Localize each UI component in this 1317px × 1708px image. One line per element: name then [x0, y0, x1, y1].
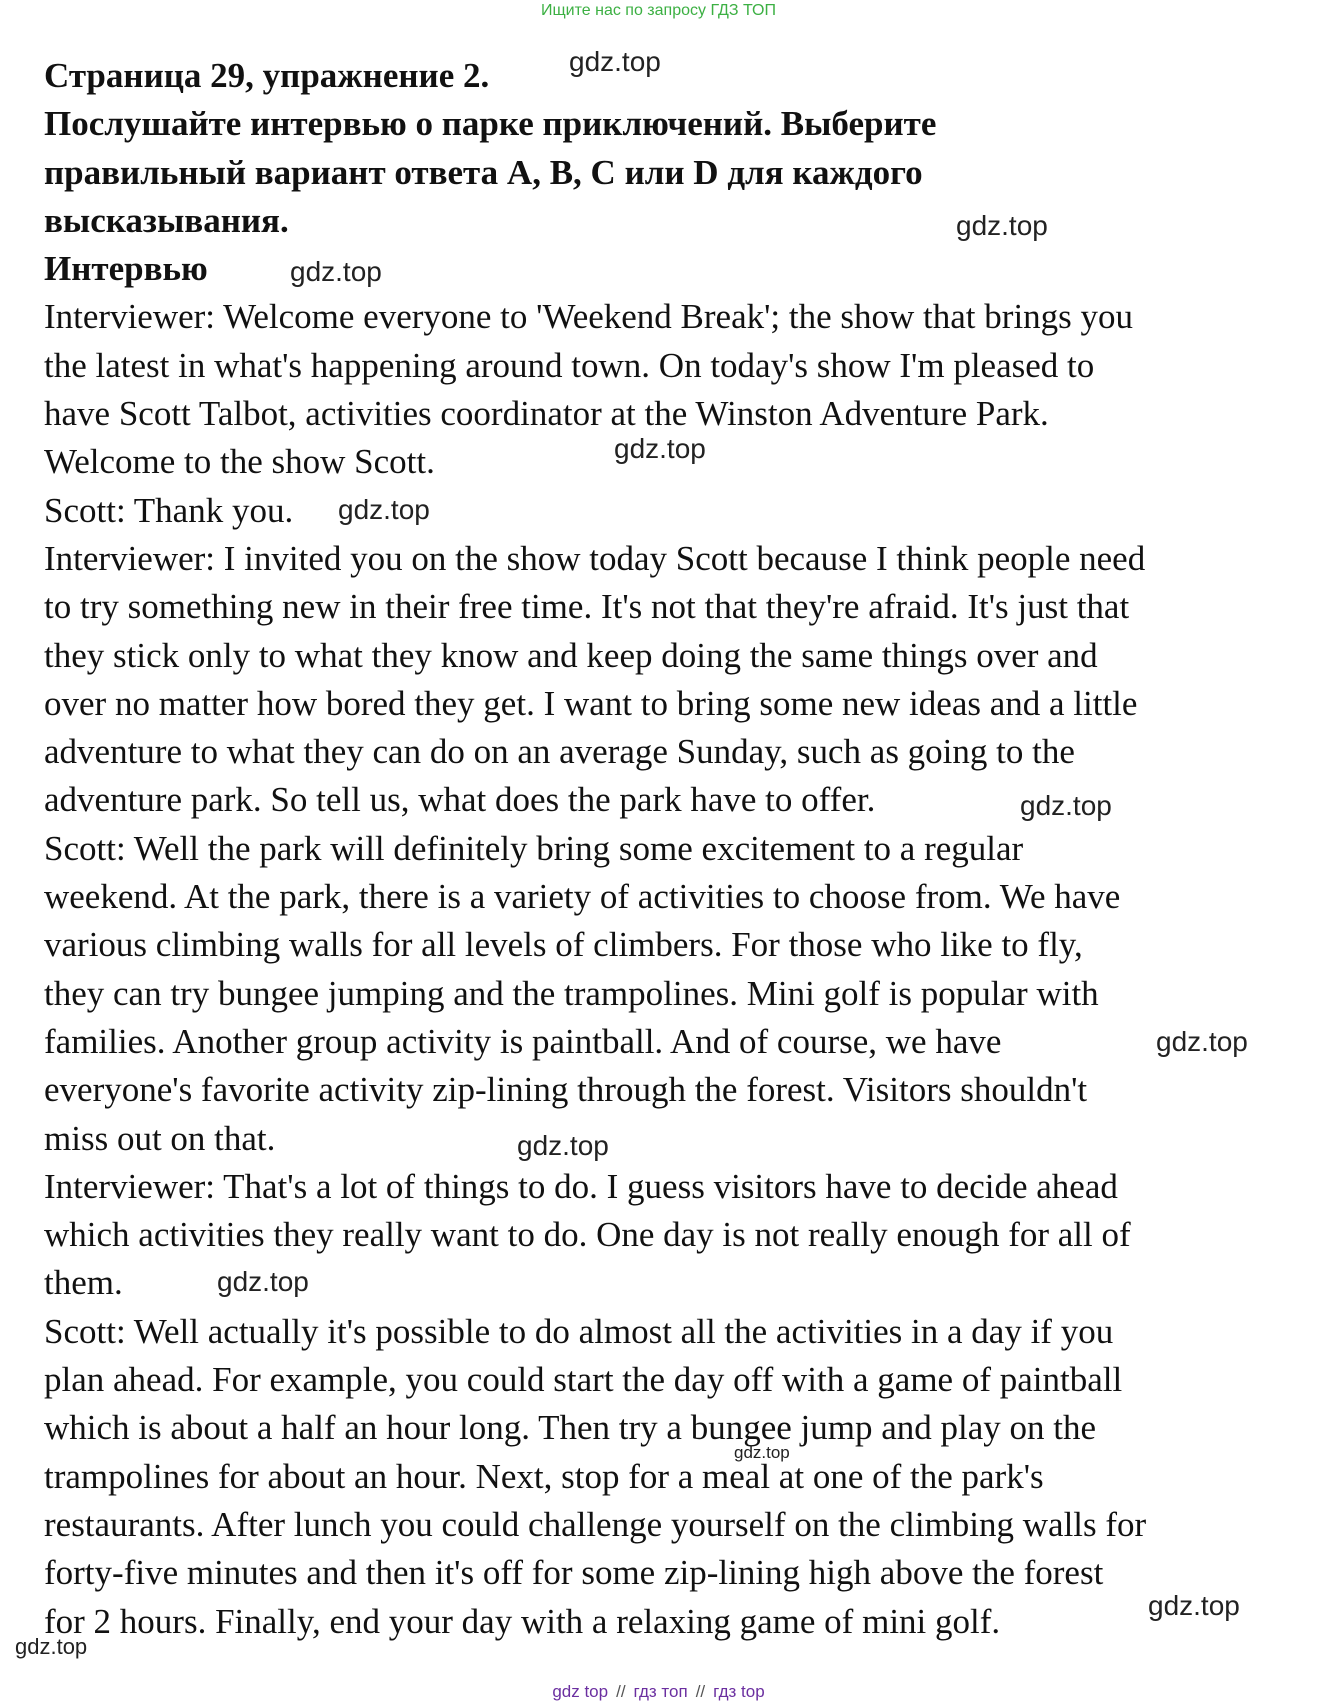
watermark: gdz.top	[956, 210, 1048, 241]
top-banner[interactable]: Ищите нас по запросу ГДЗ ТОП	[541, 2, 776, 19]
transcript-line: the latest in what's happening around town. On today's show I'm pleased to	[44, 345, 1095, 385]
transcript-line: Scott: Thank you.	[44, 490, 294, 530]
transcript-line: plan ahead. For example, you could start the day off with a game of paintball	[44, 1360, 1123, 1400]
transcript-line: various climbing walls for all levels of climbers. For those who like to fly,	[44, 925, 1083, 965]
transcript-line: miss out on that.	[44, 1118, 276, 1158]
transcript-line: Scott: Well the park will definitely bring some excitement to a regular	[44, 828, 1024, 868]
transcript-line: everyone's favorite activity zip-lining through the forest. Visitors shouldn't	[44, 1070, 1088, 1110]
exercise-instruction-line: высказывания.	[44, 200, 289, 240]
bottom-link[interactable]: gdz top	[552, 1682, 609, 1701]
bottom-link[interactable]: гдз top	[713, 1682, 765, 1701]
watermark: gdz.top	[614, 433, 706, 464]
watermark: gdz.top	[15, 1634, 88, 1659]
transcript-line: Welcome to the show Scott.	[44, 442, 435, 482]
transcript-line: for 2 hours. Finally, end your day with a relaxing game of mini golf.	[44, 1601, 1001, 1641]
exercise-instruction-line: Послушайте интервью о парке приключений. Выберите	[44, 104, 937, 144]
exercise-content	[44, 52, 1284, 1646]
watermark: gdz.top	[517, 1130, 609, 1161]
transcript-line: Interviewer: That's a lot of things to do. I guess visitors have to decide ahead	[44, 1166, 1118, 1206]
exercise-instruction-line: правильный вариант ответа A, B, C или D для каждого	[44, 152, 923, 192]
bottom-links	[0, 1681, 1317, 1703]
transcript-line: Scott: Well actually it's possible to do almost all the activities in a day if you	[44, 1311, 1114, 1351]
transcript-line: to try something new in their free time. It's not that they're afraid. It's just that	[44, 587, 1130, 627]
section-heading: Интервью	[44, 249, 208, 289]
transcript-line: they can try bungee jumping and the trampolines. Mini golf is popular with	[44, 973, 1099, 1013]
bottom-link[interactable]: гдз топ	[633, 1682, 688, 1701]
transcript-line: adventure park. So tell us, what does the park have to offer.	[44, 780, 876, 820]
transcript-line: restaurants. After lunch you could challenge yourself on the climbing walls for	[44, 1504, 1147, 1544]
transcript-line: weekend. At the park, there is a variety of activities to choose from. We have	[44, 877, 1121, 917]
watermark: gdz.top	[290, 256, 382, 287]
transcript-line: which activities they really want to do. One day is not really enough for all of	[44, 1215, 1131, 1255]
watermark: gdz.top	[338, 494, 430, 525]
transcript-line: which is about a half an hour long. Then try a bungee jump and play on the	[44, 1408, 1097, 1448]
transcript-line: they stick only to what they know and keep doing the same things over and	[44, 635, 1098, 675]
transcript-line: families. Another group activity is paintball. And of course, we have	[44, 1021, 1002, 1061]
transcript-line: Interviewer: I invited you on the show today Scott because I think people need	[44, 538, 1146, 578]
watermark: gdz.top	[734, 1443, 790, 1462]
transcript-line: Interviewer: Welcome everyone to 'Weekend Break'; the show that brings you	[44, 297, 1134, 337]
transcript-line: over no matter how bored they get. I want to bring some new ideas and a little	[44, 683, 1138, 723]
transcript-line: them.	[44, 1263, 123, 1303]
exercise-title: Страница 29, упражнение 2.	[44, 56, 490, 95]
watermark: gdz.top	[1148, 1590, 1240, 1621]
link-separator: //	[616, 1682, 626, 1701]
watermark: gdz.top	[217, 1266, 309, 1297]
transcript-line: adventure to what they can do on an average Sunday, such as going to the	[44, 732, 1075, 772]
watermark: gdz.top	[1020, 790, 1112, 821]
transcript-line: forty-five minutes and then it's off for some zip-lining high above the forest	[44, 1553, 1104, 1593]
link-separator: //	[695, 1682, 706, 1701]
watermark: gdz.top	[569, 46, 661, 77]
transcript-line: have Scott Talbot, activities coordinator at the Winston Adventure Park.	[44, 394, 1049, 434]
transcript-line: trampolines for about an hour. Next, stop for a meal at one of the park's	[44, 1456, 1044, 1496]
watermark: gdz.top	[1156, 1026, 1248, 1057]
